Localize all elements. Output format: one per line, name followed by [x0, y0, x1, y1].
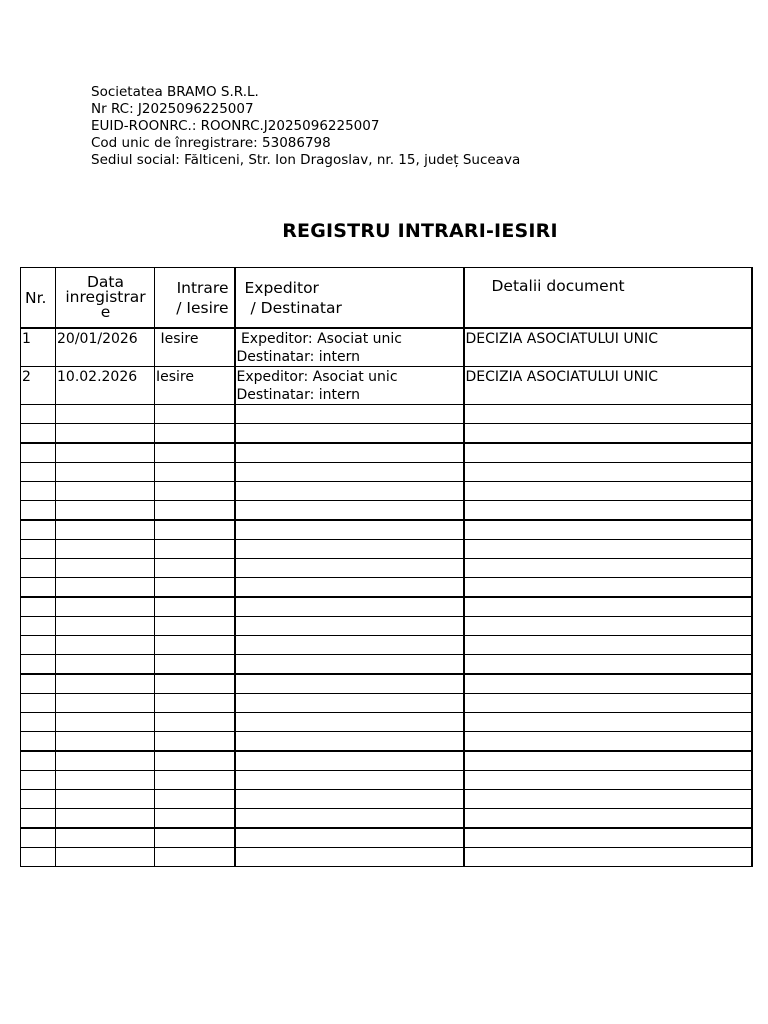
empty-cell: [155, 405, 235, 424]
col-header-exp-line1: Expeditor: [244, 278, 319, 297]
empty-cell: [21, 520, 56, 540]
empty-cell: [21, 501, 56, 521]
table-row-empty: [21, 540, 752, 559]
table-row-empty: [21, 809, 752, 829]
empty-cell: [464, 520, 752, 540]
empty-cell: [235, 771, 464, 790]
empty-cell: [155, 751, 235, 771]
empty-cell: [21, 771, 56, 790]
empty-cell: [21, 463, 56, 482]
empty-cell: [155, 732, 235, 752]
empty-cell: [235, 597, 464, 617]
col-header-io-line2: / Iesire: [176, 298, 229, 317]
empty-cell: [235, 790, 464, 809]
table-row-empty: [21, 501, 752, 521]
empty-cell: [464, 540, 752, 559]
col-header-expeditor: [235, 268, 464, 329]
empty-cell: [464, 636, 752, 655]
table-row: [21, 367, 752, 405]
empty-cell: [155, 463, 235, 482]
empty-cell: [21, 540, 56, 559]
empty-cell: [21, 848, 56, 867]
empty-cell: [56, 463, 155, 482]
empty-cell: [56, 636, 155, 655]
company-info: [91, 84, 520, 169]
empty-cell: [464, 828, 752, 848]
empty-cell: [21, 790, 56, 809]
empty-cell: [21, 828, 56, 848]
table-row-empty: [21, 751, 752, 771]
empty-cell: [56, 540, 155, 559]
empty-cell: [235, 559, 464, 578]
empty-cell: [464, 732, 752, 752]
empty-cell: [235, 655, 464, 675]
table-row-empty: [21, 674, 752, 694]
empty-cell: [155, 713, 235, 732]
empty-rows: [21, 405, 752, 867]
col-header-data-line2: inregistrar: [65, 288, 146, 306]
empty-cell: [464, 463, 752, 482]
col-header-data-line1: Data: [86, 273, 124, 291]
empty-cell: [155, 636, 235, 655]
cell-expeditor: [235, 367, 464, 405]
empty-cell: [155, 828, 235, 848]
empty-cell: [155, 655, 235, 675]
empty-cell: [464, 597, 752, 617]
company-name: Societatea BRAMO S.R.L.: [91, 84, 259, 100]
cell-intrare-iesire: Iesire: [155, 328, 235, 367]
empty-cell: [56, 848, 155, 867]
empty-cell: [464, 501, 752, 521]
table-row-empty: [21, 559, 752, 578]
cell-detalii: DECIZIA ASOCIATULUI UNIC: [464, 367, 752, 405]
empty-cell: [56, 771, 155, 790]
cell-expeditor-line2: Destinatar: intern: [236, 349, 361, 365]
empty-cell: [56, 790, 155, 809]
register-title: REGISTRU INTRARI-IESIRI: [282, 220, 558, 242]
empty-cell: [56, 443, 155, 463]
cell-expeditor: [235, 328, 464, 367]
col-header-nr: Nr.: [21, 268, 56, 329]
empty-cell: [235, 674, 464, 694]
empty-cell: [235, 501, 464, 521]
empty-cell: [155, 771, 235, 790]
cell-nr: 2: [21, 367, 56, 405]
cell-detalii: DECIZIA ASOCIATULUI UNIC: [464, 328, 752, 367]
cell-nr: 1: [21, 328, 56, 367]
header-row: [21, 268, 752, 329]
empty-cell: [235, 828, 464, 848]
table-row-empty: [21, 713, 752, 732]
col-header-detalii: Detalii document: [464, 268, 752, 329]
empty-cell: [464, 424, 752, 444]
empty-cell: [21, 597, 56, 617]
empty-cell: [56, 674, 155, 694]
empty-cell: [464, 674, 752, 694]
empty-cell: [56, 655, 155, 675]
empty-cell: [56, 501, 155, 521]
empty-cell: [56, 520, 155, 540]
table-row-empty: [21, 424, 752, 444]
empty-cell: [235, 732, 464, 752]
empty-cell: [464, 809, 752, 829]
empty-cell: [235, 405, 464, 424]
empty-cell: [464, 655, 752, 675]
empty-cell: [21, 674, 56, 694]
empty-cell: [464, 751, 752, 771]
table-row-empty: [21, 617, 752, 636]
table-row-empty: [21, 520, 752, 540]
col-header-data-line3: e: [100, 303, 111, 321]
empty-cell: [464, 482, 752, 501]
cell-intrare-iesire: Iesire: [155, 367, 235, 405]
empty-cell: [464, 694, 752, 713]
empty-cell: [21, 751, 56, 771]
company-sediu: Sediul social: Fălticeni, Str. Ion Dragoslav, nr. 15, județ Suceava: [91, 152, 521, 168]
table-row: [21, 328, 752, 367]
empty-cell: [155, 482, 235, 501]
empty-cell: [21, 482, 56, 501]
table-row-empty: [21, 848, 752, 867]
cell-data: 10.02.2026: [56, 367, 155, 405]
empty-cell: [21, 655, 56, 675]
empty-cell: [21, 578, 56, 598]
empty-cell: [155, 790, 235, 809]
empty-cell: [235, 482, 464, 501]
empty-cell: [21, 424, 56, 444]
empty-cell: [56, 597, 155, 617]
empty-cell: [464, 771, 752, 790]
empty-cell: [155, 578, 235, 598]
empty-cell: [21, 559, 56, 578]
empty-cell: [235, 848, 464, 867]
empty-cell: [155, 848, 235, 867]
empty-cell: [56, 694, 155, 713]
table-row-empty: [21, 655, 752, 675]
empty-cell: [56, 482, 155, 501]
company-cui: Cod unic de înregistrare: 53086798: [91, 135, 331, 151]
empty-cell: [21, 443, 56, 463]
empty-cell: [56, 578, 155, 598]
empty-cell: [155, 520, 235, 540]
col-header-data: [56, 268, 155, 329]
empty-cell: [235, 424, 464, 444]
empty-cell: [56, 405, 155, 424]
empty-cell: [155, 617, 235, 636]
empty-cell: [155, 597, 235, 617]
empty-cell: [21, 809, 56, 829]
empty-cell: [155, 559, 235, 578]
empty-cell: [56, 828, 155, 848]
empty-cell: [464, 848, 752, 867]
register-table: [20, 267, 753, 867]
col-header-exp-line2: / Destinatar: [250, 298, 342, 317]
table-row-empty: [21, 636, 752, 655]
empty-cell: [155, 694, 235, 713]
col-header-intrare-iesire: [155, 268, 235, 329]
empty-cell: [56, 809, 155, 829]
empty-cell: [21, 732, 56, 752]
empty-cell: [155, 540, 235, 559]
empty-cell: [235, 520, 464, 540]
table-row-empty: [21, 463, 752, 482]
cell-expeditor-line1: Expeditor: Asociat unic: [236, 331, 402, 347]
company-euid: EUID-ROONRC.: ROONRC.J2025096225007: [91, 118, 380, 134]
empty-cell: [235, 463, 464, 482]
empty-cell: [235, 751, 464, 771]
empty-cell: [155, 809, 235, 829]
empty-cell: [155, 501, 235, 521]
empty-cell: [21, 405, 56, 424]
col-header-io-line1: Intrare: [176, 278, 229, 297]
empty-cell: [235, 540, 464, 559]
empty-cell: [464, 617, 752, 636]
table-row-empty: [21, 694, 752, 713]
table-row-empty: [21, 405, 752, 424]
company-rc: Nr RC: J2025096225007: [91, 101, 254, 117]
empty-cell: [464, 713, 752, 732]
empty-cell: [56, 424, 155, 444]
empty-cell: [235, 636, 464, 655]
table-row-empty: [21, 828, 752, 848]
empty-cell: [464, 790, 752, 809]
empty-cell: [155, 424, 235, 444]
empty-cell: [235, 809, 464, 829]
table-row-empty: [21, 790, 752, 809]
table-row-empty: [21, 482, 752, 501]
empty-cell: [464, 578, 752, 598]
empty-cell: [56, 559, 155, 578]
empty-cell: [21, 713, 56, 732]
empty-cell: [56, 713, 155, 732]
empty-cell: [235, 694, 464, 713]
empty-cell: [235, 443, 464, 463]
empty-cell: [235, 713, 464, 732]
empty-cell: [235, 617, 464, 636]
empty-cell: [21, 636, 56, 655]
empty-cell: [21, 617, 56, 636]
cell-expeditor-line1: Expeditor: Asociat unic: [236, 369, 398, 385]
table-row-empty: [21, 578, 752, 598]
cell-expeditor-line2: Destinatar: intern: [236, 387, 361, 403]
cell-data: 20/01/2026: [56, 328, 155, 367]
empty-cell: [464, 405, 752, 424]
table-row-empty: [21, 597, 752, 617]
empty-cell: [235, 578, 464, 598]
empty-cell: [21, 694, 56, 713]
table-row-empty: [21, 732, 752, 752]
empty-cell: [56, 751, 155, 771]
empty-cell: [464, 443, 752, 463]
empty-cell: [155, 674, 235, 694]
empty-cell: [464, 559, 752, 578]
empty-cell: [56, 617, 155, 636]
empty-cell: [56, 732, 155, 752]
table-row-empty: [21, 443, 752, 463]
empty-cell: [155, 443, 235, 463]
table-row-empty: [21, 771, 752, 790]
